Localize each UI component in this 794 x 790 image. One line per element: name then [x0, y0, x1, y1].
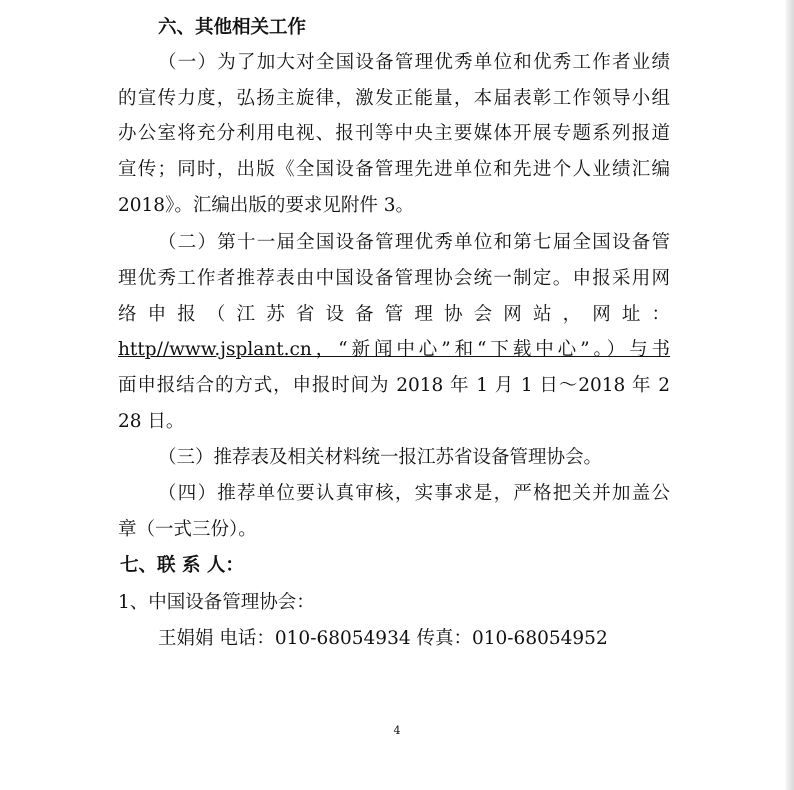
contact-org: 1、中国设备管理协会： [118, 592, 315, 613]
page-edge-shadow [786, 0, 794, 790]
paragraph-1-line-5: 2018》。汇编出版的要求见附件 3。 [118, 195, 414, 216]
contact-info: 王娟娟 电话：010-68054934 传真：010-68054952 [158, 628, 608, 649]
paragraph-2-line-1: （二）第十一届全国设备管理优秀单位和第七届全国设备管 [158, 232, 670, 253]
paragraph-4-line-2: 章（一式三份）。 [118, 519, 257, 540]
paragraph-2-line-5: 面申报结合的方式，申报时间为 2018 年 1 月 1 日～2018 年 2 [118, 375, 670, 396]
paragraph-1-line-4: 宣传；同时，出版《全国设备管理先进单位和先进个人业绩汇编 [118, 159, 670, 180]
website-link-line[interactable]: http//www.jsplant.cn，“新闻中心”和“下载中心”。）与书 [118, 339, 670, 360]
paragraph-2-line-2: 理优秀工作者推荐表由中国设备管理协会统一制定。申报采用网 [118, 268, 670, 289]
paragraph-3: （三）推荐表及相关材料统一报江苏省设备管理协会。 [158, 447, 603, 468]
paragraph-2-line-3: 络 申 报 （ 江 苏 省 设 备 管 理 协 会 网 站 ， 网 址 ： [118, 304, 670, 325]
paragraph-1-line-1: （一）为了加大对全国设备管理优秀单位和优秀工作者业绩 [158, 52, 670, 73]
paragraph-1-line-3: 办公室将充分利用电视、报刊等中央主要媒体开展专题系列报道 [118, 123, 670, 144]
page-number: 4 [393, 724, 401, 737]
section-6-heading: 六、其他相关工作 [158, 17, 307, 38]
section-7-heading: 七、联 系 人： [120, 555, 244, 576]
paragraph-4-line-1: （四）推荐单位要认真审核，实事求是，严格把关并加盖公 [158, 483, 670, 504]
paragraph-2-line-6: 28 日。 [118, 411, 185, 432]
paragraph-1-line-2: 的宣传力度，弘扬主旋律，激发正能量，本届表彰工作领导小组 [118, 88, 670, 109]
